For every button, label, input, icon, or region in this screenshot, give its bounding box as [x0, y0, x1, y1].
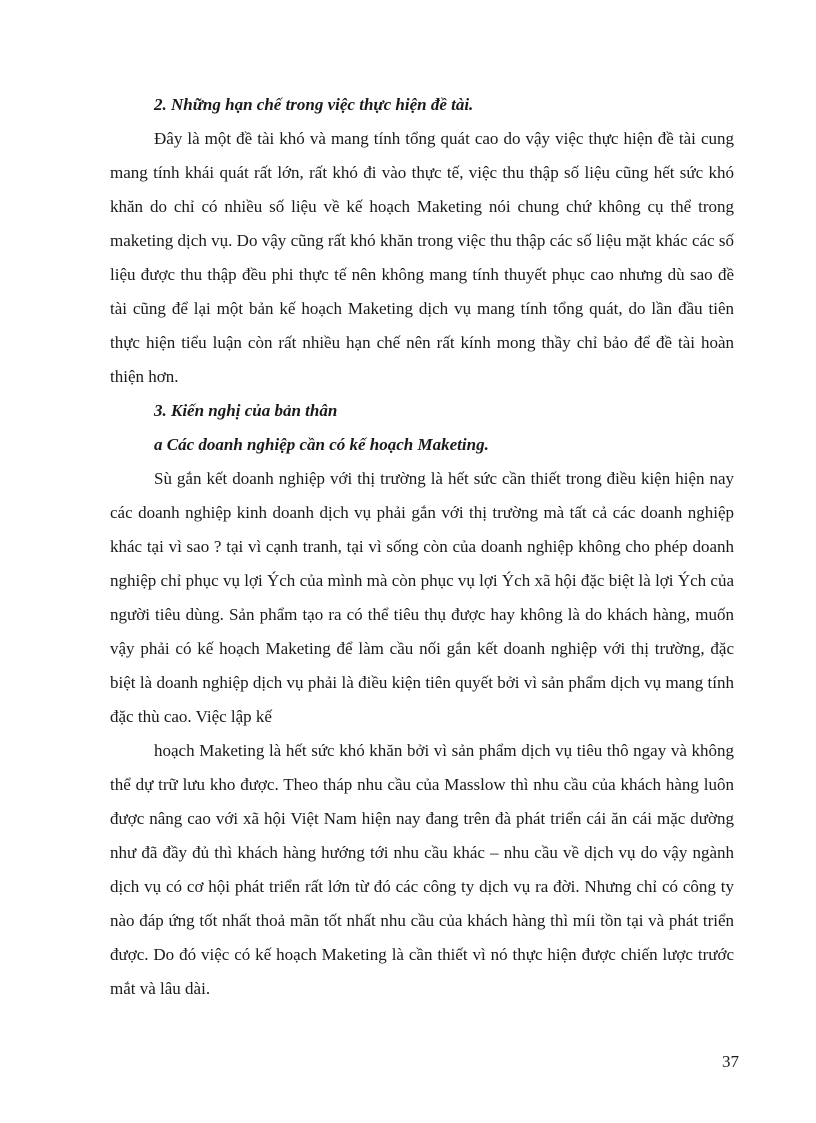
subsection-a-paragraph-1: Sù gắn kết doanh nghiệp với thị trường là hết sức cần thiết trong điều kiện hiện nay các doanh nghiệp kinh doanh dịch vụ phải gắn với thị trường mà tất cả các doanh nghiệp khác tại vì sao ? tại vì cạnh tranh, tại vì sống còn của doanh nghiệp không cho phép doanh nghiệp chỉ phục vụ lợi Ých của mình mà còn phục vụ lợi Ých xã hội đặc biệt là lợi Ých của người tiêu dùng. Sản phẩm tạo ra có thể tiêu thụ được hay không là do khách hàng, muốn vậy phải có kế hoạch Maketing để làm cầu nối gắn kết doanh nghiệp với thị trường, đặc biệt là doanh nghiệp dịch vụ phải là điều kiện tiên quyết bởi vì sản phẩm dịch vụ mang tính đặc thù cao. Việc lập kế	[110, 469, 734, 726]
subsection-a-heading: a Các doanh nghiệp cần có kế hoạch Maketing.	[154, 435, 489, 454]
section-2-paragraph: Đây là một đề tài khó và mang tính tổng quát cao do vậy việc thực hiện đề tài cung mang tính khái quát rất lớn, rất khó đi vào thực tế, việc thu thập số liệu cũng hết sức khó khăn do chỉ có nhiều số liệu về kế hoạch Maketing nói chung chứ không cụ thể trong maketing dịch vụ. Do vậy cũng rất khó khăn trong việc thu thập các số liệu mặt khác các số liệu được thu thập đều phi thực tế nên không mang tính thuyết phục cao nhưng dù sao đề tài cũng để lại một bản kế hoạch Maketing dịch vụ mang tính tổng quát, do lần đầu tiên thực hiện tiểu luận còn rất nhiều hạn chế nên rất kính mong thầy chỉ bảo để đề tài hoàn thiện hơn.	[110, 129, 734, 386]
subsection-a-paragraph-2: hoạch Maketing là hết sức khó khăn bởi vì sản phẩm dịch vụ tiêu thô ngay và không thể dự trữ lưu kho được. Theo tháp nhu cầu của Masslow thì nhu cầu của khách hàng luôn được nâng cao với xã hội Việt Nam hiện nay đang trên đà phát triển cái ăn cái mặc dường như đã đầy đủ thì khách hàng hướng tới nhu cầu khác – nhu cầu về dịch vụ do vậy ngành dịch vụ có cơ hội phát triển rất lớn từ đó các công ty dịch vụ ra đời. Nhưng chỉ có công ty nào đáp ứng tốt nhất thoả mãn tốt nhất nhu cầu của khách hàng thì míi tồn tại và phát triển được. Do đó việc có kế hoạch Maketing là cần thiết vì nó thực hiện được chiến lược trước mắt và lâu dài.	[110, 741, 734, 998]
section-2-heading: 2. Những hạn chế trong việc thực hiện đề tài.	[154, 95, 474, 114]
section-3-heading: 3. Kiến nghị của bản thân	[154, 401, 338, 420]
document-page	[110, 88, 734, 1006]
page-number: 37	[722, 1052, 739, 1071]
